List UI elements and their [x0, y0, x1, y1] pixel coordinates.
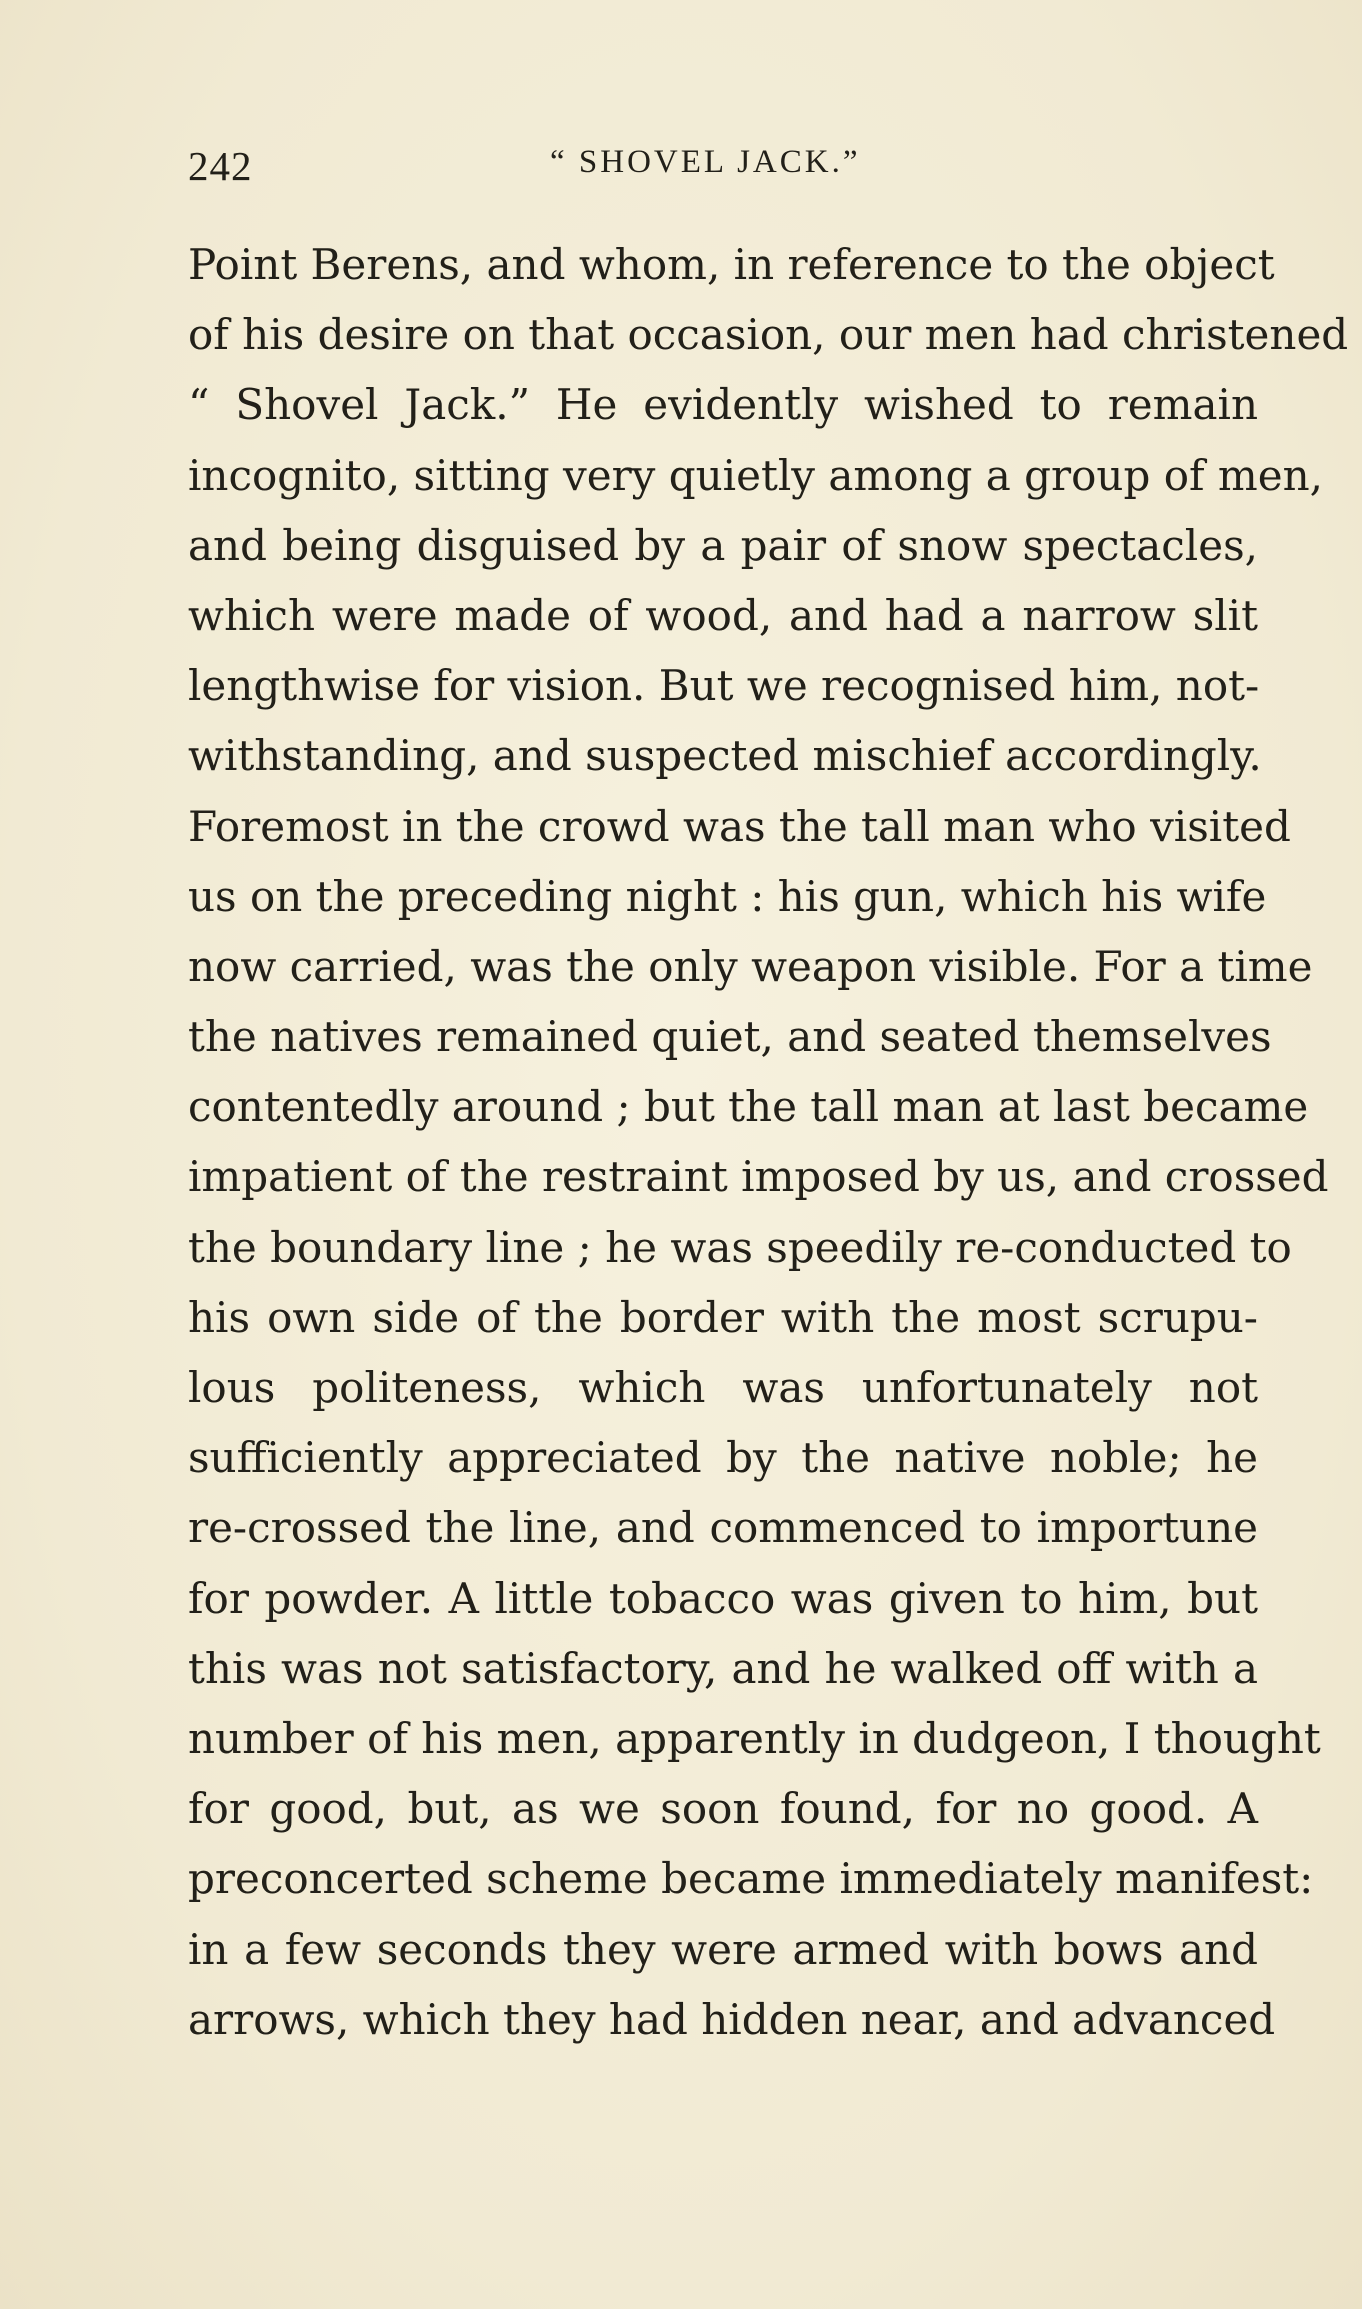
- text-line: for good, but, as we soon found, for no good. A: [188, 1784, 1258, 1834]
- text-line: impatient of the restraint imposed by us, and crossed: [188, 1152, 1329, 1202]
- text-line: Foremost in the crowd was the tall man who visited: [188, 801, 1291, 851]
- text-line: Point Berens, and whom, in reference to the object: [188, 240, 1275, 289]
- text-line: arrows, which they had hidden near, and advanced: [188, 1994, 1276, 2044]
- text-line: sufficiently appreciated by the native noble; he: [188, 1433, 1258, 1483]
- text-line: the boundary line ; he was speedily re-conducted to: [188, 1222, 1292, 1272]
- text-line: contentedly around ; but the tall man at last became: [188, 1082, 1309, 1132]
- text-line: incognito, sitting very quietly among a group of men,: [188, 450, 1323, 500]
- text-line: his own side of the border with the most scrupu-: [188, 1292, 1258, 1342]
- text-line: the natives remained quiet, and seated themselves: [188, 1012, 1272, 1062]
- text-line: lengthwise for vision. But we recognised him, not-: [188, 661, 1260, 711]
- text-line: withstanding, and suspected mischief accordingly.: [188, 731, 1262, 781]
- text-line: us on the preceding night : his gun, which his wife: [188, 871, 1267, 921]
- text-line: for powder. A little tobacco was given to him, but: [188, 1573, 1258, 1623]
- text-line: number of his men, apparently in dudgeon, I thought: [188, 1713, 1321, 1763]
- body-text: [188, 230, 1349, 2055]
- text-line: now carried, was the only weapon visible. For a time: [188, 941, 1313, 991]
- chapter-title: “ SHOVEL JACK.”: [550, 144, 861, 180]
- text-line: preconcerted scheme became immediately manifest:: [188, 1854, 1314, 1904]
- text-line: of his desire on that occasion, our men had christened: [188, 310, 1349, 360]
- text-line: lous politeness, which was unfortunately not: [188, 1363, 1258, 1412]
- running-head: [180, 142, 1240, 192]
- text-line: this was not satisfactory, and he walked off with a: [188, 1643, 1258, 1693]
- text-line: re-crossed the line, and commenced to importune: [188, 1503, 1258, 1553]
- text-line: “ Shovel Jack.” He evidently wished to remain: [188, 380, 1258, 430]
- text-line: which were made of wood, and had a narrow slit: [188, 590, 1258, 640]
- page-number: 242: [188, 143, 253, 189]
- text-line: and being disguised by a pair of snow spectacles,: [188, 520, 1258, 570]
- text-line: in a few seconds they were armed with bows and: [188, 1924, 1258, 1974]
